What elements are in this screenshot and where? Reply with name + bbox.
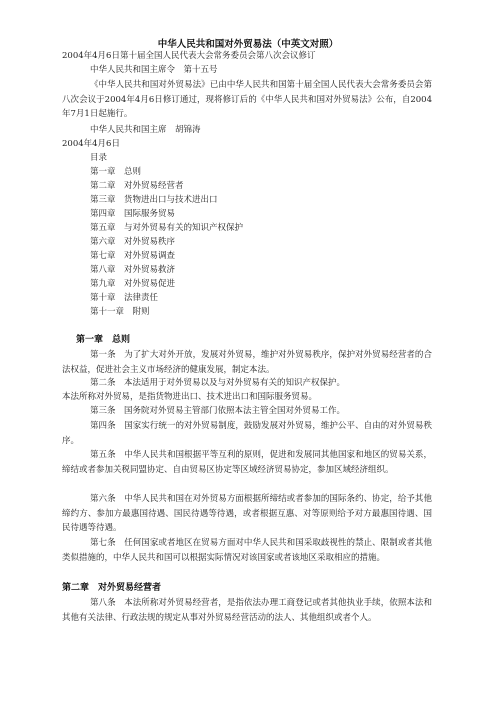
article-7: 第七条 任何国家或者地区在贸易方面对中华人民共和国采取歧视性的禁止、限制或者其他类似措施的，中华人民共和国可以根据实际情况对该国家或者该地区采取相应的措施。 (62, 538, 432, 563)
toc-item: 第一章 总则 (90, 167, 142, 177)
article-2-continued: 本法所称对外贸易，是指货物进出口、技术进出口和国际服务贸易。 (62, 392, 318, 402)
toc-item: 第二章 对外贸易经营者 (90, 181, 184, 191)
toc-item: 第三章 货物进出口与技术进出口 (90, 195, 218, 205)
toc-item: 第五章 与对外贸易有关的知识产权保护 (90, 223, 244, 233)
toc-item: 第六章 对外贸易秩序 (90, 237, 176, 247)
toc-item: 第四章 国际服务贸易 (90, 209, 176, 219)
article-2: 第二条 本法适用于对外贸易以及与对外贸易有关的知识产权保护。 (90, 378, 346, 388)
article-4: 第四条 国家实行统一的对外贸易制度，鼓励发展对外贸易，维护公平、自由的对外贸易秩序。 (62, 421, 432, 446)
toc-item: 第十章 法律责任 (90, 293, 159, 303)
article-3: 第三条 国务院对外贸易主管部门依照本法主管全国对外贸易工作。 (90, 406, 346, 416)
article-6: 第六条 中华人民共和国在对外贸易方面根据所缔结或者参加的国际条约、协定，给予其他缔约方、参加方最惠国待遇、国民待遇等待遇，或者根据互惠、对等原则给予对方最惠国待遇、国民待遇等待遇。 (62, 494, 432, 533)
promulgation-paragraph: 《中华人民共和国对外贸易法》已由中华人民共和国第十届全国人民代表大会常务委员会第八次会议于2004年4月6日修订通过，现将修订后的《中华人民共和国对外贸易法》公布，自2004年7月1日起施行。 (62, 80, 432, 119)
president-signature: 中华人民共和国主席 胡锦涛 (90, 125, 201, 135)
presidential-order: 中华人民共和国主席令 第十五号 (90, 65, 218, 75)
article-8: 第八条 本法所称对外贸易经营者，是指依法办理工商登记或者其他执业手续，依照本法和其他有关法律、行政法规的规定从事对外贸易经营活动的法人、其他组织或者个人。 (62, 598, 432, 623)
chapter-1-heading: 第一章 总则 (76, 335, 131, 345)
chapter-2-heading: 第二章 对外贸易经营者 (62, 583, 162, 593)
signature-date: 2004年4月6日 (62, 139, 120, 149)
article-5: 第五条 中华人民共和国根据平等互利的原则，促进和发展同其他国家和地区的贸易关系，缔结或者参加关税同盟协定、自由贸易区协定等区域经济贸易协定，参加区域经济组织。 (62, 450, 432, 475)
toc-item: 第八章 对外贸易救济 (90, 265, 176, 275)
toc-item: 第九章 对外贸易促进 (90, 279, 176, 289)
toc-item: 第七章 对外贸易调查 (90, 251, 176, 261)
article-1: 第一条 为了扩大对外开放，发展对外贸易，维护对外贸易秩序，保护对外贸易经营者的合法权益，促进社会主义市场经济的健康发展，制定本法。 (62, 350, 432, 375)
revision-note: 2004年4月6日第十届全国人民代表大会常务委员会第八次会议修订 (62, 51, 316, 61)
document-title: 中华人民共和国对外贸易法（中英文对照） (157, 39, 339, 50)
toc-label: 目录 (90, 153, 108, 163)
toc-item: 第十一章 附则 (90, 307, 150, 317)
